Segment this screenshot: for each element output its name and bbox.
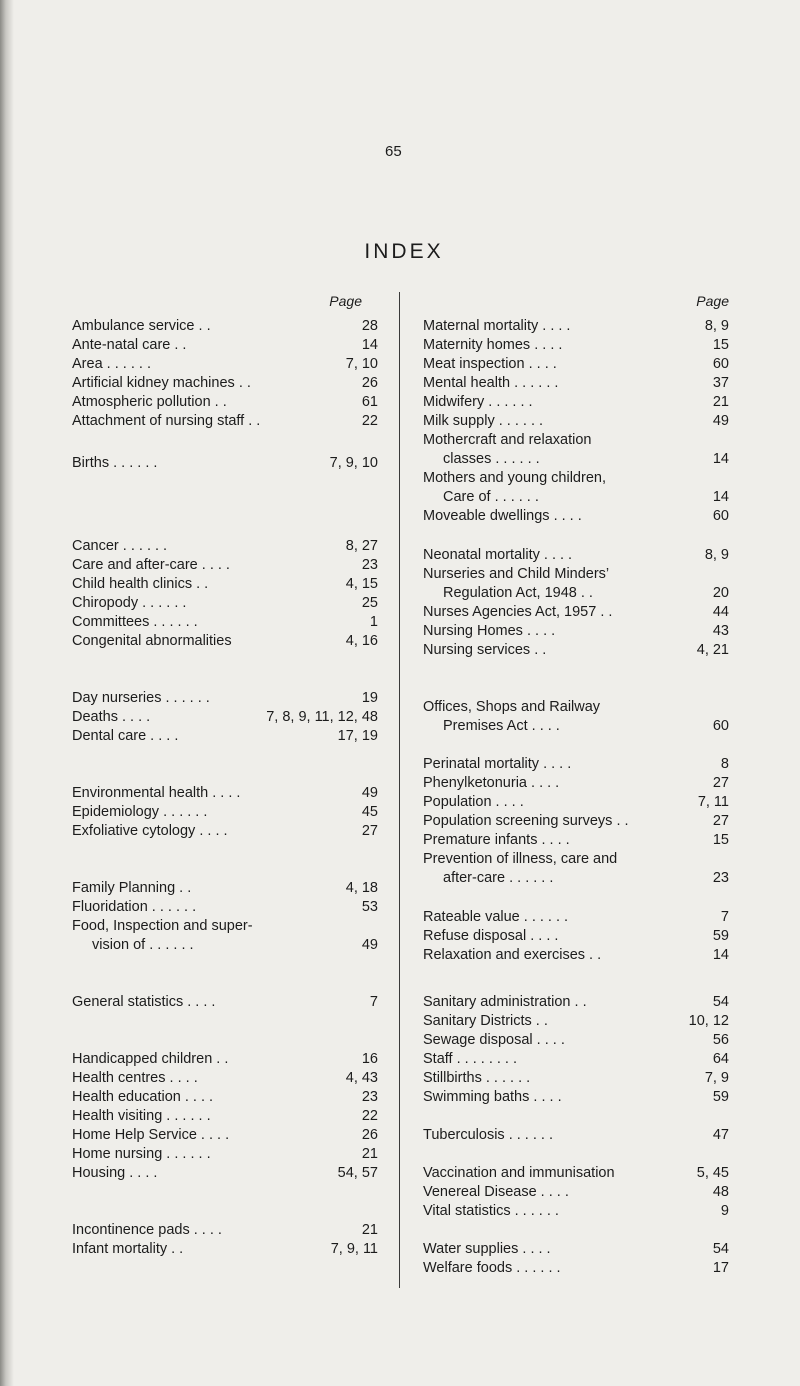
index-entry: [423, 468, 729, 488]
index-term: Infant mortality . .: [72, 1241, 184, 1257]
index-entry: [423, 316, 729, 336]
index-pages: 49: [712, 413, 729, 429]
index-entry: [72, 707, 378, 727]
index-entry: [423, 868, 729, 888]
index-term: Ante-natal care . .: [72, 337, 187, 353]
index-term: Swimming baths . . . .: [423, 1089, 562, 1105]
index-term: General statistics . . . .: [72, 994, 216, 1010]
index-entry: [72, 783, 378, 803]
index-term: Neonatal mortality . . . .: [423, 547, 573, 563]
index-pages: 14: [712, 489, 729, 505]
index-pages: 19: [361, 690, 378, 706]
page-number: 65: [385, 143, 402, 160]
index-pages: 8, 9: [704, 318, 729, 334]
index-entry: [72, 631, 378, 651]
index-pages: 45: [361, 804, 378, 820]
index-entry: [72, 1049, 378, 1069]
index-entry: [423, 1239, 729, 1259]
index-term: Mothercraft and relaxation: [423, 432, 592, 448]
index-pages: 14: [712, 947, 729, 963]
index-term: Care of . . . . . .: [443, 489, 539, 505]
index-pages: 4, 15: [345, 576, 378, 592]
index-entry: [72, 1163, 378, 1183]
index-pages: 37: [712, 375, 729, 391]
index-entry: [72, 453, 378, 473]
index-term: Exfoliative cytology . . . .: [72, 823, 228, 839]
index-pages: 21: [361, 1146, 378, 1162]
index-term: classes . . . . . .: [443, 451, 540, 467]
index-pages: 7, 9, 11: [330, 1241, 378, 1257]
index-entry: [72, 1144, 378, 1164]
index-term: Home nursing . . . . . .: [72, 1146, 211, 1162]
index-entry: [72, 536, 378, 556]
index-term: Area . . . . . .: [72, 356, 151, 372]
index-term: Food, Inspection and super-: [72, 918, 253, 934]
index-pages: 22: [361, 413, 378, 429]
index-entry: [423, 602, 729, 622]
index-term: Attachment of nursing staff . .: [72, 413, 261, 429]
index-pages: 23: [361, 557, 378, 573]
index-term: Deaths . . . .: [72, 709, 151, 725]
index-entry: [423, 392, 729, 412]
index-pages: 23: [712, 870, 729, 886]
index-pages: 5, 45: [696, 1165, 729, 1181]
index-pages: 27: [712, 775, 729, 791]
index-pages: 9: [720, 1203, 729, 1219]
index-entry: [72, 555, 378, 575]
index-term: Population screening surveys . .: [423, 813, 629, 829]
index-term: Epidemiology . . . . . .: [72, 804, 208, 820]
index-entry: [423, 1125, 729, 1145]
index-term: Environmental health . . . .: [72, 785, 241, 801]
index-pages: 53: [361, 899, 378, 915]
index-term: Maternity homes . . . .: [423, 337, 563, 353]
index-pages: 21: [361, 1222, 378, 1238]
index-term: Handicapped children . .: [72, 1051, 229, 1067]
index-pages: 56: [712, 1032, 729, 1048]
index-entry: [72, 612, 378, 632]
index-pages: 48: [712, 1184, 729, 1200]
index-entry: [72, 335, 378, 355]
index-entry: [423, 1030, 729, 1050]
index-pages: 49: [361, 937, 378, 953]
index-pages: 59: [712, 1089, 729, 1105]
index-pages: 59: [712, 928, 729, 944]
index-term: Phenylketonuria . . . .: [423, 775, 560, 791]
index-entry: [72, 411, 378, 431]
index-term: Health visiting . . . . . .: [72, 1108, 211, 1124]
index-entry: [423, 716, 729, 736]
index-term: Nurses Agencies Act, 1957 . .: [423, 604, 613, 620]
index-term: Offices, Shops and Railway: [423, 699, 601, 715]
index-term: Health centres . . . .: [72, 1070, 198, 1086]
index-entry: [423, 907, 729, 927]
index-entry: [423, 640, 729, 660]
index-entry: [423, 754, 729, 774]
index-pages: 7, 10: [345, 356, 378, 372]
index-term: Cancer . . . . . .: [72, 538, 168, 554]
index-pages: 28: [361, 318, 378, 334]
index-term: Refuse disposal . . . .: [423, 928, 559, 944]
index-entry: [72, 935, 378, 955]
index-entry: [423, 811, 729, 831]
index-entry: [423, 430, 729, 450]
page-edge-shadow: [0, 0, 14, 1386]
index-entry: [72, 1125, 378, 1145]
index-entry: [72, 574, 378, 594]
index-pages: 54: [712, 1241, 729, 1257]
index-term: Nursing Homes . . . .: [423, 623, 556, 639]
index-term: Milk supply . . . . . .: [423, 413, 544, 429]
index-pages: 60: [712, 356, 729, 372]
index-term: Chiropody . . . . . .: [72, 595, 187, 611]
index-pages: 1: [369, 614, 378, 630]
index-entry: [423, 1201, 729, 1221]
index-entry: [423, 1011, 729, 1031]
index-pages: 25: [361, 595, 378, 611]
index-pages: 47: [712, 1127, 729, 1143]
index-pages: 61: [361, 394, 378, 410]
index-pages: 17, 19: [337, 728, 378, 744]
index-entry: [423, 354, 729, 374]
index-pages: 4, 18: [345, 880, 378, 896]
index-term: Home Help Service . . . .: [72, 1127, 230, 1143]
index-entry: [72, 316, 378, 336]
index-term: Mothers and young children,: [423, 470, 606, 486]
index-entry: [423, 1087, 729, 1107]
index-term: Child health clinics . .: [72, 576, 209, 592]
index-entry: [423, 926, 729, 946]
index-entry: [423, 1182, 729, 1202]
index-term: Fluoridation . . . . . .: [72, 899, 197, 915]
index-entry: [72, 878, 378, 898]
index-entry: [423, 335, 729, 355]
index-pages: 15: [712, 337, 729, 353]
index-pages: 60: [712, 718, 729, 734]
index-entry: [72, 593, 378, 613]
index-pages: 8, 27: [345, 538, 378, 554]
index-pages: 10, 12: [688, 1013, 729, 1029]
index-term: Tuberculosis . . . . . .: [423, 1127, 554, 1143]
index-term: Prevention of illness, care and: [423, 851, 618, 867]
index-term: Perinatal mortality . . . .: [423, 756, 572, 772]
index-entry: [423, 1258, 729, 1278]
index-term: Births . . . . . .: [72, 455, 158, 471]
index-entry: [423, 773, 729, 793]
index-entry: [423, 449, 729, 469]
index-entry: [423, 506, 729, 526]
index-term: Dental care . . . .: [72, 728, 179, 744]
page-title: INDEX: [364, 240, 444, 263]
index-pages: 7, 9, 10: [329, 455, 378, 471]
index-pages: 14: [361, 337, 378, 353]
index-entry: [423, 1068, 729, 1088]
index-term: Welfare foods . . . . . .: [423, 1260, 561, 1276]
index-term: Vital statistics . . . . . .: [423, 1203, 559, 1219]
index-term: Maternal mortality . . . .: [423, 318, 571, 334]
index-pages: 23: [361, 1089, 378, 1105]
index-entry: [72, 992, 378, 1012]
index-term: Rateable value . . . . . .: [423, 909, 569, 925]
index-term: Vaccination and immunisation: [423, 1165, 615, 1181]
index-term: Health education . . . .: [72, 1089, 214, 1105]
index-term: Nurseries and Child Minders’: [423, 566, 610, 582]
index-entry: [423, 945, 729, 965]
index-term: vision of . . . . . .: [92, 937, 194, 953]
index-pages: 4, 43: [345, 1070, 378, 1086]
index-pages: 54, 57: [337, 1165, 378, 1181]
index-entry: [72, 897, 378, 917]
index-term: Congenital abnormalities: [72, 633, 232, 649]
index-entry: [72, 821, 378, 841]
index-term: Family Planning . .: [72, 880, 192, 896]
page-column-header: Page: [696, 293, 729, 309]
index-entry: [423, 849, 729, 869]
index-pages: 7, 8, 9, 11, 12, 48: [266, 709, 378, 725]
index-pages: 20: [712, 585, 729, 601]
index-pages: 7: [720, 909, 729, 925]
index-entry: [423, 411, 729, 431]
index-pages: 22: [361, 1108, 378, 1124]
index-entry: [72, 1106, 378, 1126]
index-entry: [423, 373, 729, 393]
index-pages: 27: [712, 813, 729, 829]
index-pages: 14: [712, 451, 729, 467]
index-term: Regulation Act, 1948 . .: [443, 585, 593, 601]
index-pages: 21: [712, 394, 729, 410]
index-pages: 60: [712, 508, 729, 524]
index-term: Sanitary administration . .: [423, 994, 587, 1010]
index-term: Venereal Disease . . . .: [423, 1184, 569, 1200]
index-pages: 16: [361, 1051, 378, 1067]
index-pages: 54: [712, 994, 729, 1010]
index-term: Atmospheric pollution . .: [72, 394, 227, 410]
index-entry: [72, 1087, 378, 1107]
index-term: Nursing services . .: [423, 642, 547, 658]
index-pages: 8: [720, 756, 729, 772]
index-term: Committees . . . . . .: [72, 614, 198, 630]
page-column-header: Page: [329, 293, 362, 309]
index-term: Ambulance service . .: [72, 318, 211, 334]
index-term: Midwifery . . . . . .: [423, 394, 533, 410]
index-term: Population . . . .: [423, 794, 524, 810]
index-pages: 8, 9: [704, 547, 729, 563]
index-term: Sewage disposal . . . .: [423, 1032, 565, 1048]
index-pages: 7: [369, 994, 378, 1010]
index-entry: [72, 726, 378, 746]
index-pages: 7, 11: [697, 794, 729, 810]
index-entry: [423, 621, 729, 641]
index-pages: 4, 21: [696, 642, 729, 658]
index-pages: 4, 16: [345, 633, 378, 649]
index-pages: 26: [361, 375, 378, 391]
index-term: Mental health . . . . . .: [423, 375, 559, 391]
index-entry: [423, 545, 729, 565]
index-entry: [72, 354, 378, 374]
index-term: Staff . . . . . . . .: [423, 1051, 518, 1067]
index-entry: [423, 564, 729, 584]
index-term: after-care . . . . . .: [443, 870, 554, 886]
index-entry: [72, 1220, 378, 1240]
index-entry: [423, 830, 729, 850]
index-entry: [423, 992, 729, 1012]
index-entry: [423, 487, 729, 507]
index-pages: 43: [712, 623, 729, 639]
index-term: Care and after-care . . . .: [72, 557, 230, 573]
index-entry: [72, 373, 378, 393]
index-term: Premises Act . . . .: [443, 718, 560, 734]
index-pages: 44: [712, 604, 729, 620]
index-term: Stillbirths . . . . . .: [423, 1070, 531, 1086]
index-entry: [423, 697, 729, 717]
index-pages: 7, 9: [704, 1070, 729, 1086]
index-entry: [423, 1163, 729, 1183]
index-term: Premature infants . . . .: [423, 832, 570, 848]
index-term: Moveable dwellings . . . .: [423, 508, 582, 524]
index-term: Sanitary Districts . .: [423, 1013, 548, 1029]
index-entry: [72, 1239, 378, 1259]
index-term: Housing . . . .: [72, 1165, 158, 1181]
index-term: Relaxation and exercises . .: [423, 947, 602, 963]
index-entry: [423, 1049, 729, 1069]
index-pages: 17: [712, 1260, 729, 1276]
index-pages: 27: [361, 823, 378, 839]
index-entry: [423, 792, 729, 812]
index-pages: 26: [361, 1127, 378, 1143]
index-term: Artificial kidney machines . .: [72, 375, 251, 391]
index-pages: 15: [712, 832, 729, 848]
index-pages: 49: [361, 785, 378, 801]
column-divider: [399, 292, 400, 1288]
index-entry: [72, 1068, 378, 1088]
index-entry: [423, 583, 729, 603]
index-entry: [72, 802, 378, 822]
index-entry: [72, 392, 378, 412]
index-entry: [72, 916, 378, 936]
index-entry: [72, 688, 378, 708]
index-term: Day nurseries . . . . . .: [72, 690, 210, 706]
index-term: Meat inspection . . . .: [423, 356, 557, 372]
index-pages: 64: [712, 1051, 729, 1067]
index-term: Incontinence pads . . . .: [72, 1222, 222, 1238]
index-term: Water supplies . . . .: [423, 1241, 551, 1257]
